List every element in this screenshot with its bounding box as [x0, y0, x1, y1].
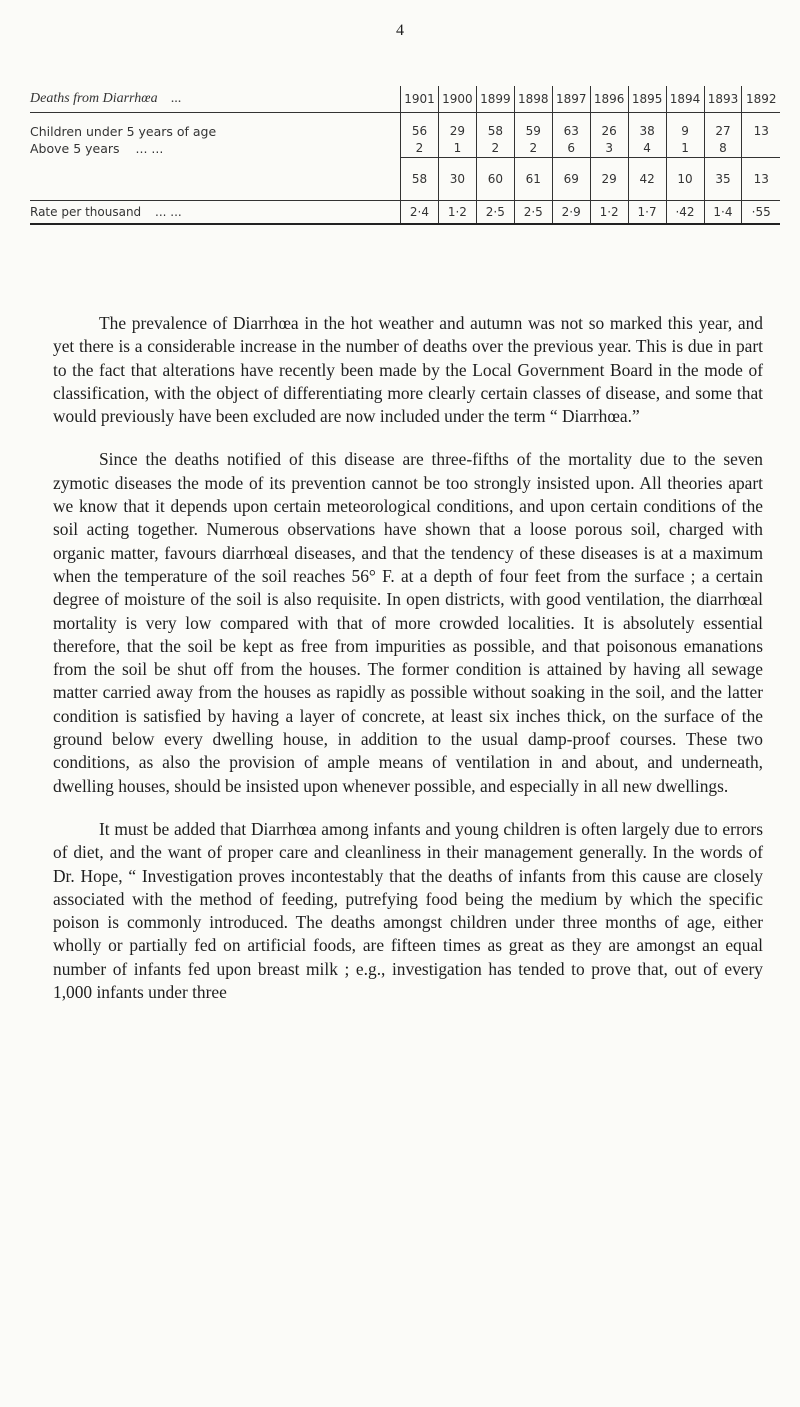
paragraph: The prevalence of Diarrhœa in the hot weather and autumn was not so marked this year, and yet there is a considerable increase in the number of deaths over the previous year. This is due in part to the fact that alterations have recently been made by the Local Government Board in the mode of classification, with the object of differentiating more clearly certain classes of disease, and some that would previously have been excluded are now included under the term “ Diarrhœa.” [53, 313, 763, 427]
year-header: 1901 [401, 86, 439, 113]
total-cell: 61 [514, 158, 552, 201]
page-number: 4 [396, 22, 404, 39]
rate-cell: 2·9 [552, 201, 590, 225]
paragraph: It must be added that Diarrhœa among infants and young children is often largely due to errors of diet, and the want of proper care and cleanliness in their management generally. In the words of Dr. Hope, “ Investigation proves incontestably that the deaths of infants from this cause are closely associated with the method of feeding, putrefying food being the medium by which the specific poison is commonly introduced. The deaths amongst children under three months of age, either wholly or partially fed on artificial foods, are fifteen times as great as they are amongst an equal number of infants fed upon breast milk ; e.g., investigation has tended to prove that, out of every 1,000 infants under three [53, 818, 763, 1003]
paragraph: Since the deaths notified of this disease are three-fifths of the mortality due to the seven zymotic diseases the mode of its prevention cannot be too strongly insisted upon. All theories apart we know that it depends upon certain meteorological conditions, and upon certain conditions of the soil acting together. Numerous observations have shown that a loose porous soil, charged with organic matter, favours diarrhœal diseases, and that the tendency of these diseases is at a maximum when the temperature of the soil reaches 56° F. at a depth of four feet from the surface ; a certain degree of moisture of the soil is also requisite. In open districts, with good ventilation, the diarrhœal mortality is very low compared with that of more crowded localities. It is absolutely essential therefore, that the soil be kept as free from impurities as possible, and that poisonous emanations from the soil be shut off from the houses. The former condition is attained by having all sewage matter carried away from the houses as rapidly as possible without soaking in the soil, and the latter condition is satisfied by having a layer of concrete, at least six inches thick, on the surface of the ground below every dwelling house, in addition to the usual damp-proof courses. These two conditions, as also the provision of ample means of ventilation in and about, and underneath, dwelling houses, should be insisted upon whenever possible, and especially in all new dwellings. [53, 449, 763, 796]
rate-cell: 2·5 [514, 201, 552, 225]
row-label-under-5: Children under 5 years of age [30, 124, 217, 139]
table-title [30, 86, 401, 113]
diarrhoea-deaths-table [30, 86, 780, 225]
total-cell: 30 [438, 158, 476, 201]
year-cell: 58 2 [476, 113, 514, 158]
year-header: 1898 [514, 86, 552, 113]
total-cell: 58 [401, 158, 439, 201]
table-title-leader: ... [171, 91, 182, 106]
table-row [30, 113, 780, 158]
rate-cell: 2·5 [476, 201, 514, 225]
rate-cell: ·55 [742, 201, 780, 225]
rate-cell: ·42 [666, 201, 704, 225]
year-header: 1897 [552, 86, 590, 113]
rate-cell: 1·7 [628, 201, 666, 225]
year-header: 1899 [476, 86, 514, 113]
year-cell: 26 3 [590, 113, 628, 158]
total-cell: 29 [590, 158, 628, 201]
totals-row [30, 158, 780, 201]
rate-cell: 1·4 [704, 201, 742, 225]
table-header-row [30, 86, 780, 113]
year-cell: 38 4 [628, 113, 666, 158]
year-cell: 13 [742, 113, 780, 158]
year-header: 1900 [438, 86, 476, 113]
year-header: 1892 [742, 86, 780, 113]
rate-row [30, 201, 780, 225]
year-cell: 27 8 [704, 113, 742, 158]
body-text [53, 312, 763, 1024]
total-cell: 60 [476, 158, 514, 201]
row-label-above-5: Above 5 years ... ... [30, 141, 164, 156]
total-cell: 10 [666, 158, 704, 201]
row-labels-cell [30, 113, 401, 158]
rate-label: Rate per thousand ... ... [30, 205, 182, 219]
year-header: 1893 [704, 86, 742, 113]
total-cell: 13 [742, 158, 780, 201]
year-header: 1896 [590, 86, 628, 113]
year-cell: 9 1 [666, 113, 704, 158]
year-header: 1895 [628, 86, 666, 113]
rate-cell: 1·2 [438, 201, 476, 225]
total-cell: 69 [552, 158, 590, 201]
year-header: 1894 [666, 86, 704, 113]
total-cell: 35 [704, 158, 742, 201]
rate-cell: 1·2 [590, 201, 628, 225]
year-cell: 63 6 [552, 113, 590, 158]
year-cell: 29 1 [438, 113, 476, 158]
total-cell: 42 [628, 158, 666, 201]
year-cell: 59 2 [514, 113, 552, 158]
table-title-text: Deaths from Diarrhœa [30, 91, 158, 106]
rate-cell: 2·4 [401, 201, 439, 225]
year-cell: 56 2 [401, 113, 439, 158]
